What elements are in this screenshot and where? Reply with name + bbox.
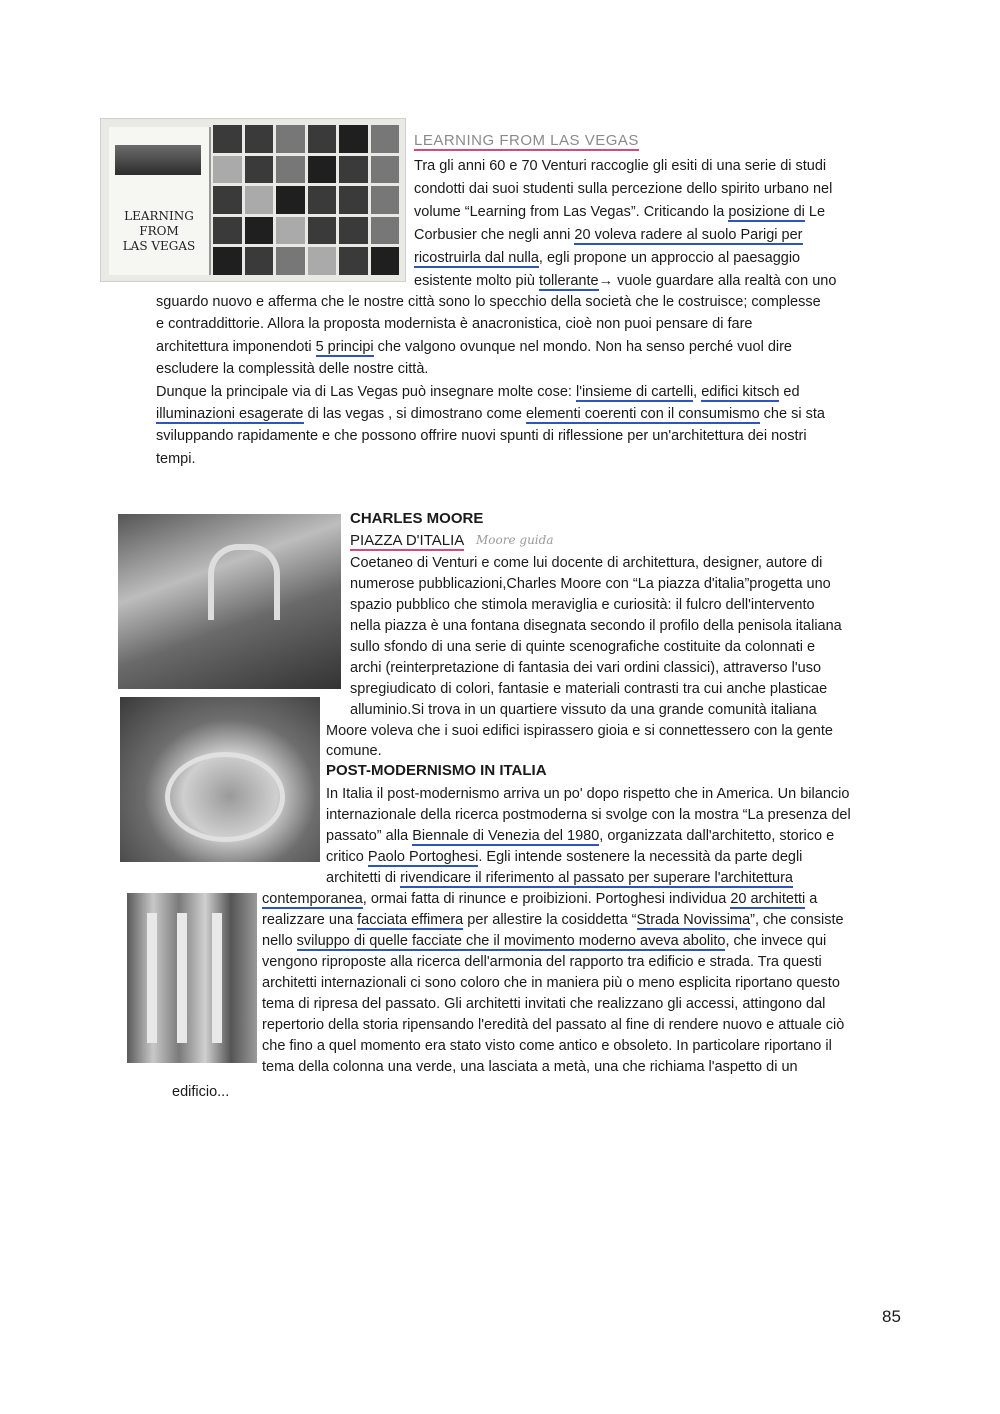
charles-moore-line [350,658,821,678]
highlighted-phrase: sviluppo di quelle facciate che il movimento moderno aveva abolito [296,933,726,949]
highlighted-phrase: illuminazioni esagerate [156,406,304,422]
book-spread-photos [213,125,399,275]
text-run: passato” alla [326,828,413,844]
text-run: vengono riproposte alla ricerca dell'armonia del rapporto tra edificio e strada. Tra questi [262,954,822,970]
text-run: spazio pubblico che stimola meraviglia e curiosità: il fulcro dell'intervento [350,597,815,613]
spread-thumbnail [276,217,305,245]
text-run: Tra gli anni 60 e 70 Venturi raccoglie gli esiti di una serie di studi [414,158,827,174]
post-modernismo-line [262,1036,832,1056]
text-run: architetti di [326,870,401,886]
highlighted-phrase: Biennale di Venezia del 1980 [412,828,600,844]
spread-thumbnail [371,125,400,153]
spread-thumbnail [213,217,242,245]
las-vegas-line [156,314,752,334]
text-run: esistente molto più [414,273,539,289]
text-run: archi (reinterpretazione di fantasia dei vari ordini classici), attraverso l'uso [350,660,822,676]
text-run: comune. [326,743,382,759]
charles-moore-line [350,616,842,636]
text-run: Corbusier che negli anni [414,227,575,243]
las-vegas-line [156,359,428,379]
spread-thumbnail [308,156,337,184]
text-run: critico [326,849,368,865]
post-modernismo-line [172,1082,229,1102]
text-run: tempi. [156,450,196,467]
spread-thumbnail [245,247,274,275]
highlighted-phrase: Strada Novissima [636,912,751,928]
text-run: ”, che consiste [750,912,844,928]
post-modernismo-line [262,931,826,951]
spread-thumbnail [308,247,337,275]
charles-moore-line [350,574,831,594]
section-heading-charles-moore: CHARLES MOORE [350,510,484,527]
charles-moore-line [350,679,827,699]
highlighted-phrase: 5 principi [315,338,374,355]
spread-thumbnail [371,217,400,245]
las-vegas-line [156,382,800,402]
charles-moore-line [326,721,833,741]
spread-thumbnail [339,156,368,184]
charles-moore-line [350,553,822,573]
spread-thumbnail [371,186,400,214]
spread-thumbnail [308,217,337,245]
text-run: repertorio della storia ripensando l'eredità del passato al fine di rendere nuovo e attuale ciò [262,1017,845,1033]
text-run: ed [779,383,800,400]
post-modernismo-line [262,952,822,972]
text-run: realizzare una [262,912,358,928]
text-run: che si sta [759,406,825,422]
text-run: Moore voleva che i suoi edifici ispirassero gioia e si connettessero con la gente [326,723,833,739]
text-run: . Egli intende sostenere la necessità da parte degli [478,849,803,865]
text-run: escludere la complessità delle nostre città. [156,361,429,378]
text-run: Coetaneo di Venturi e come lui docente di architettura, designer, autore di [350,555,823,571]
strada-novissima-photo [127,893,257,1063]
book-cover-title: LEARNING FROM LAS VEGAS [122,209,196,253]
post-modernismo-line [326,826,834,846]
spread-thumbnail [339,217,368,245]
spread-thumbnail [339,186,368,214]
charles-moore-line [350,700,817,720]
charles-moore-line [350,595,815,615]
highlighted-phrase: edifici kitsch [701,383,780,400]
post-modernismo-line [326,868,793,888]
spread-thumbnail [213,156,242,184]
spread-thumbnail [371,156,400,184]
las-vegas-line [414,248,800,268]
spread-thumbnail [245,217,274,245]
text-run: , ormai fatta di rinunce e proibizioni. Portoghesi individua [362,891,731,907]
text-run: In Italia il post-modernismo arriva un po' dopo rispetto che in America. Un bilancio [326,786,850,802]
spread-thumbnail [371,247,400,275]
text-run: per allestire la cosiddetta “ [463,912,637,928]
post-modernismo-line [262,1057,798,1077]
highlighted-phrase: 20 voleva radere al suolo Parigi per [574,227,803,243]
text-run: sguardo nuovo e afferma che le nostre città sono lo specchio della società che le costruisce; complesse [156,294,821,310]
text-run: , organizzata dall'architetto, storico e [599,828,835,844]
spread-thumbnail [276,186,305,214]
cover-photo [115,145,201,175]
handwritten-note: Moore guida [476,533,554,547]
text-run: spregiudicato di colori, fantasie e materiali contrasti tra cui anche plasticae [350,681,828,697]
spread-thumbnail [308,186,337,214]
text-run: , che invece qui [725,933,827,949]
section-heading-post-modernismo: POST-MODERNISMO IN ITALIA [326,762,547,779]
spread-thumbnail [308,125,337,153]
spread-thumbnail [245,156,274,184]
las-vegas-line [156,337,792,357]
highlighted-phrase: rivendicare il riferimento al passato per superare l'architettura [400,870,793,886]
piazza-ditalia-photo [118,514,341,689]
text-run: , [693,383,702,400]
text-run: condotti dai suoi studenti sulla percezione dello spirito urbano nel [414,181,833,197]
las-vegas-line [414,179,832,199]
post-modernismo-line [262,973,840,993]
text-run: nella piazza è una fontana disegnata secondo il profilo della penisola italiana [350,618,842,634]
text-run: tema della colonna una verde, una lasciata a metà, una che richiama l'aspetto di un [262,1059,798,1075]
text-run: architettura imponendoti [156,338,316,355]
las-vegas-line [156,426,807,446]
post-modernismo-line [262,1015,844,1035]
las-vegas-line [414,225,803,245]
spread-thumbnail [339,125,368,153]
text-run: Le [804,204,826,220]
las-vegas-line [414,271,836,291]
highlighted-phrase: Paolo Portoghesi [367,849,479,865]
text-run: → vuole guardare alla realtà con uno [598,273,837,289]
spread-thumbnail [213,125,242,153]
las-vegas-line [414,202,825,222]
text-run: , egli propone un approccio al paesaggio [538,250,801,266]
spread-thumbnail [339,247,368,275]
post-modernismo-line [326,805,851,825]
spread-thumbnail [276,156,305,184]
highlighted-phrase: 20 architetti [730,891,806,907]
highlighted-phrase: ricostruirla dal nulla [414,250,539,266]
text-run: volume “Learning from Las Vegas”. Criticando la [414,204,729,220]
spread-thumbnail [276,125,305,153]
spread-thumbnail [245,186,274,214]
text-run: internazionale della ricerca postmoderna si svolge con la mostra “La presenza del [326,807,851,823]
text-run: di las vegas , si dimostrano come [303,406,526,422]
post-modernismo-line [326,784,849,804]
text-run: architetti internazionali ci sono coloro che in maniera più o meno esplicita riportano questo [262,975,840,991]
highlighted-phrase: contemporanea [262,891,363,907]
highlighted-phrase: posizione di [728,204,805,220]
text-run: a [805,891,818,907]
learning-from-las-vegas-book-image [100,118,406,282]
highlighted-phrase: l'insieme di cartelli [575,383,694,400]
text-run: sullo sfondo di una serie di quinte scenografiche costituite da colonnati e [350,639,816,655]
piazza-ditalia-aerial-photo [120,697,320,862]
las-vegas-line [156,449,196,469]
highlighted-phrase: elementi coerenti con il consumismo [525,406,760,422]
spread-thumbnail [213,186,242,214]
book-cover [109,127,211,275]
las-vegas-line [156,292,821,312]
post-modernismo-line [262,994,825,1014]
charles-moore-line [326,741,382,761]
spread-thumbnail [213,247,242,275]
section-heading-las-vegas: LEARNING FROM LAS VEGAS [414,132,639,149]
text-run: numerose pubblicazioni,Charles Moore con “La piazza d'italia”progetta uno [350,576,831,592]
text-run: che valgono ovunque nel mondo. Non ha senso perché vuol dire [373,338,792,355]
post-modernismo-line [326,847,802,867]
text-run: che fino a quel momento era stato visto come antico e obsoleto. In particolare riportano il [262,1038,832,1054]
post-modernismo-line [262,910,844,930]
text-run: tema di ripresa del passato. Gli architetti invitati che realizzano gli accessi, attingono dal [262,996,826,1012]
text-run: alluminio.Si trova in un quartiere vissuto da una grande comunità italiana [350,702,817,718]
page-number: 85 [882,1307,901,1326]
subheading-piazza-ditalia: PIAZZA D'ITALIA [350,532,465,549]
highlighted-phrase: facciata effimera [357,912,464,928]
text-run: edificio... [172,1084,230,1100]
spread-thumbnail [276,247,305,275]
text-run: nello [262,933,297,949]
las-vegas-line [414,156,826,176]
spread-thumbnail [245,125,274,153]
post-modernismo-line [262,889,817,909]
text-run: Dunque la principale via di Las Vegas può insegnare molte cose: [156,383,576,400]
text-run: e contraddittorie. Allora la proposta modernista è anacronistica, cioè non puoi pensare di fare [156,316,753,333]
charles-moore-line [350,637,815,657]
las-vegas-line [156,404,825,424]
highlighted-phrase: tollerante [538,273,599,289]
text-run: sviluppando rapidamente e che possono offrire nuovi spunti di riflessione per un'architettura dei nostri [156,428,807,445]
